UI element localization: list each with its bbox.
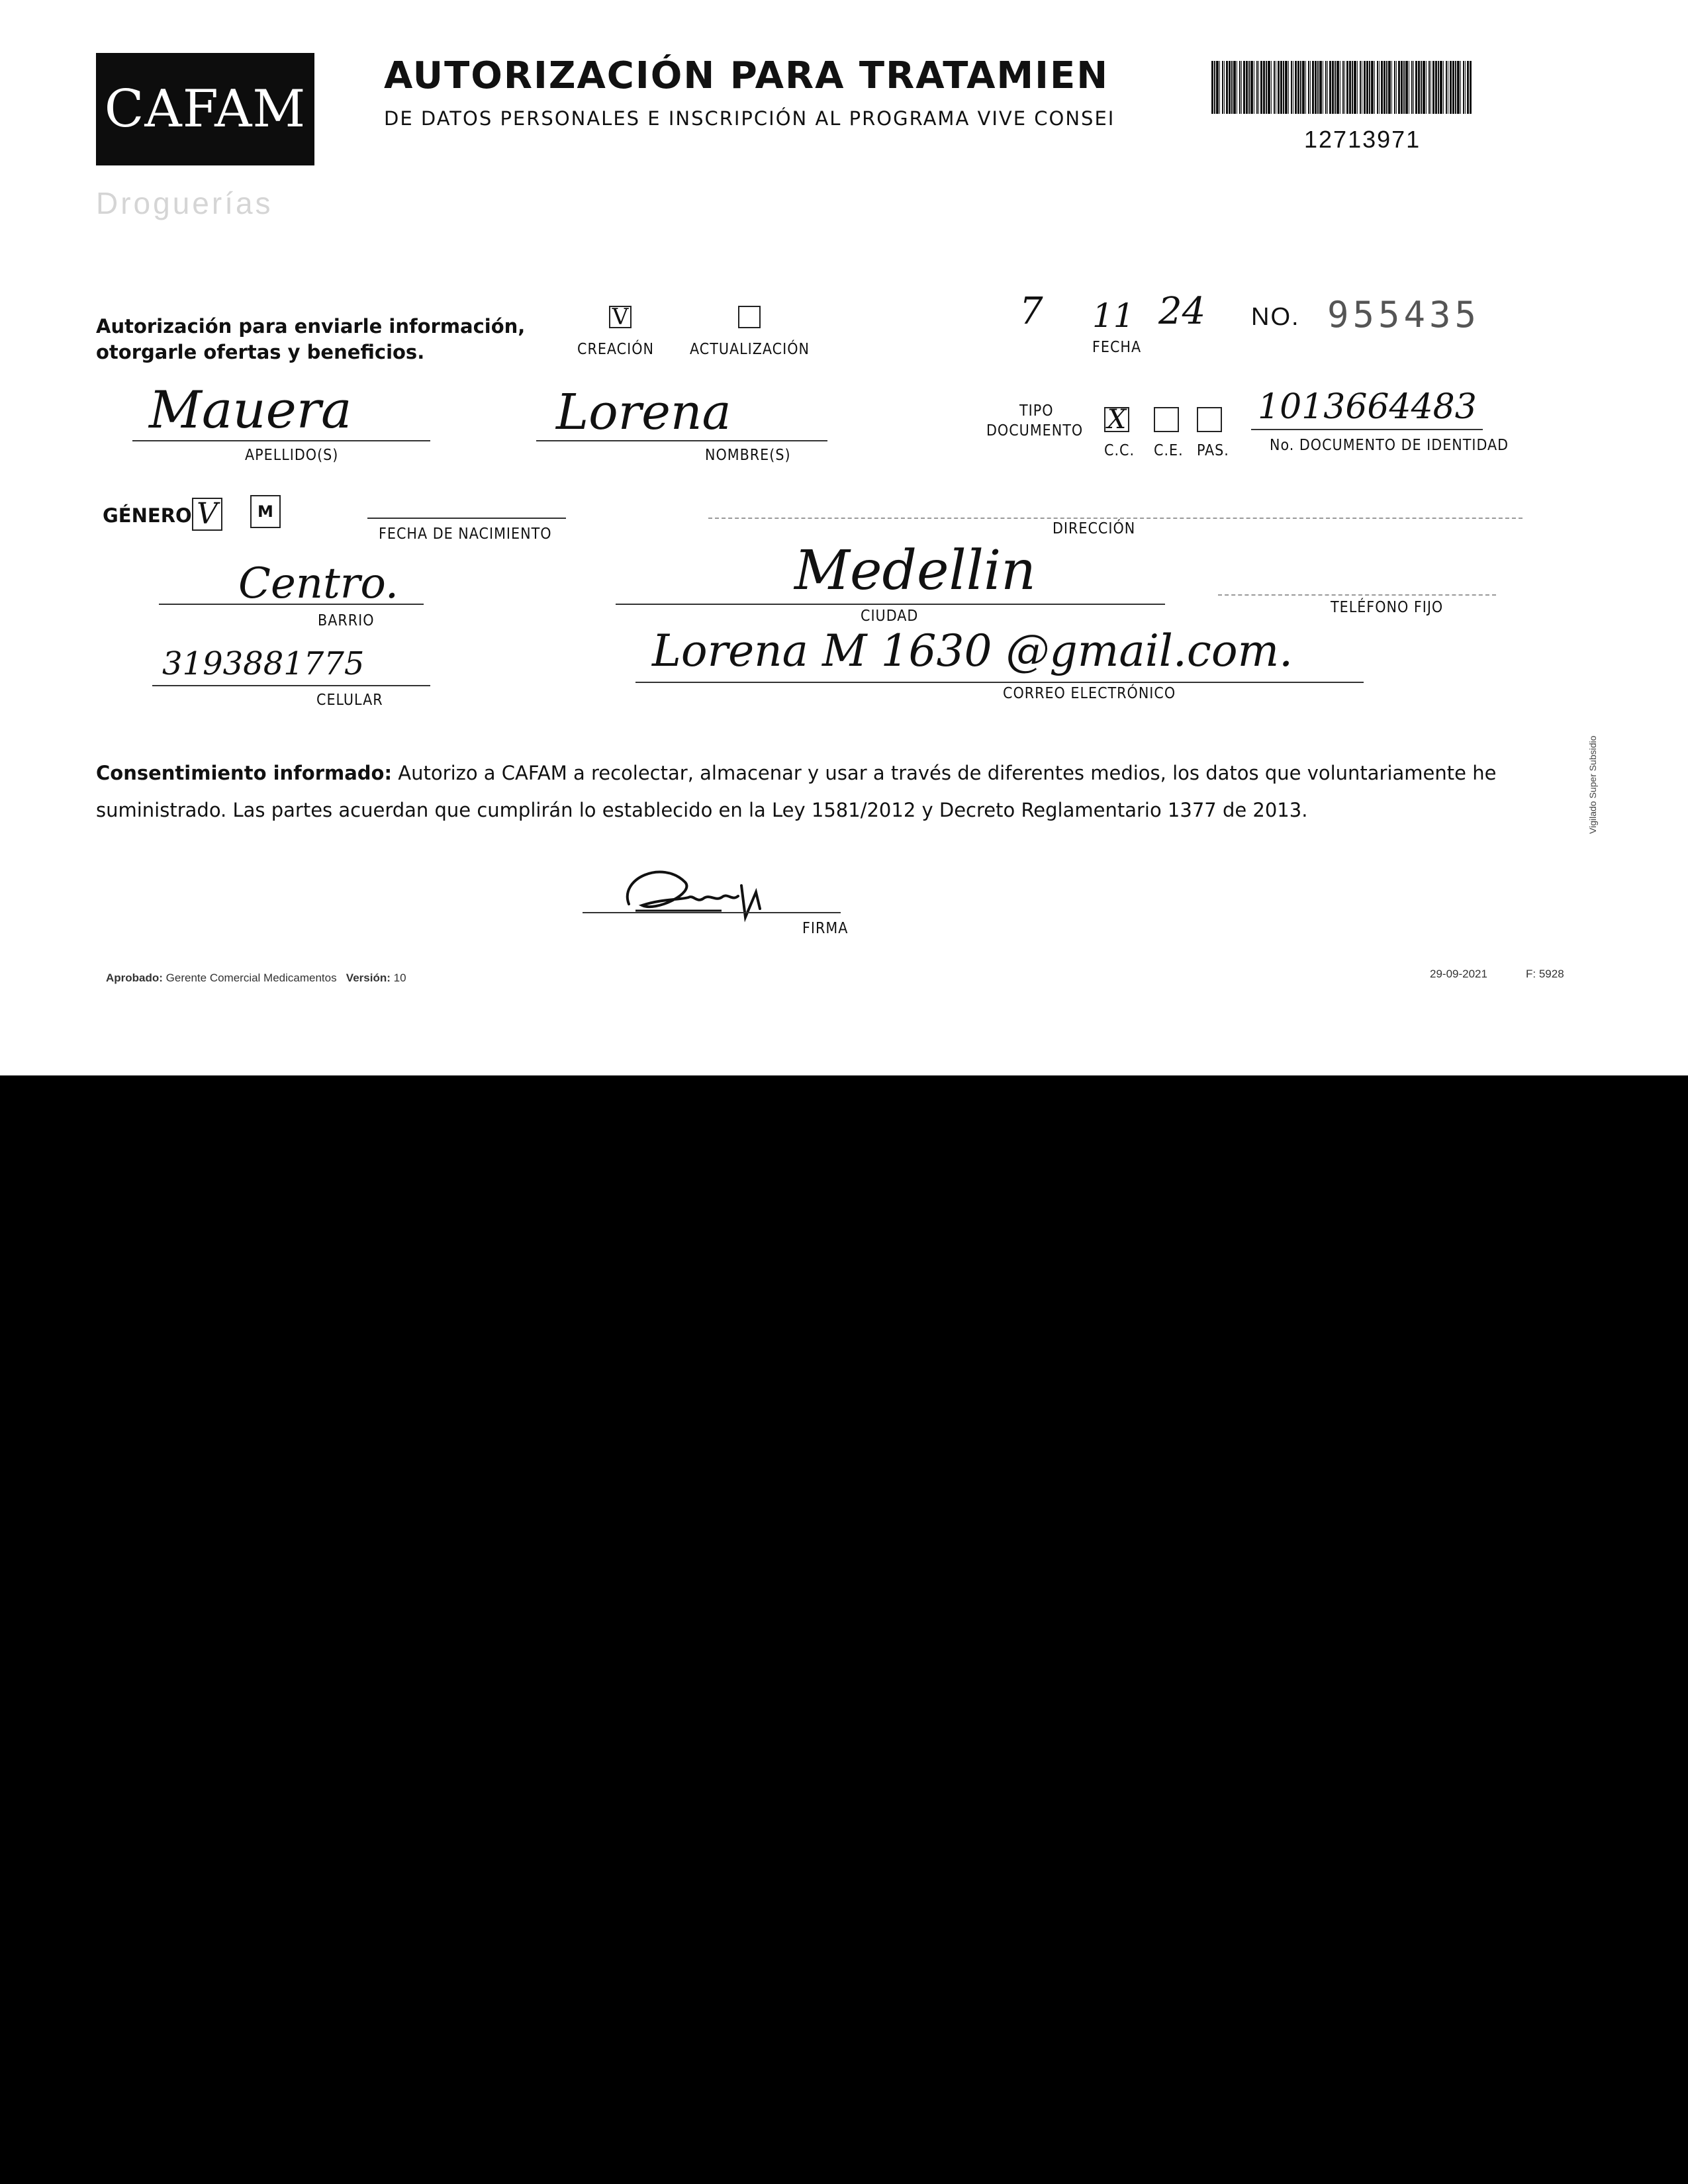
barcode-bar: [1418, 61, 1420, 114]
barcode-bar: [1239, 61, 1241, 114]
barcode-bar: [1426, 61, 1427, 114]
barcode-bar: [1295, 61, 1297, 114]
barcode-bar: [1302, 61, 1305, 114]
faded-brand-text: Droguerías: [96, 186, 273, 220]
barcode-bar: [1371, 61, 1374, 114]
barcode-bar: [1329, 61, 1331, 114]
barcode-bar: [1258, 61, 1259, 114]
footer-code: F: 5928: [1526, 968, 1564, 980]
barcode-bar: [1268, 61, 1270, 114]
barcode-bar: [1315, 61, 1317, 114]
barcode-bar: [1291, 61, 1292, 114]
barcode-bar: [1383, 61, 1385, 114]
barcode-bar: [1271, 61, 1272, 114]
barcode-bar: [1256, 61, 1258, 114]
cafam-logo: CAFAM: [96, 53, 314, 165]
intro-text: Autorización para enviarle información, otorgarle ofertas y beneficios.: [96, 315, 526, 363]
barcode-bar: [1222, 61, 1223, 114]
genero-m-checkbox[interactable]: M: [250, 495, 281, 528]
barcode-bar: [1438, 61, 1439, 114]
barcode-bar: [1325, 61, 1327, 114]
birth-label: FECHA DE NACIMIENTO: [379, 525, 552, 543]
barcode-bar: [1411, 61, 1413, 114]
form-subtitle: DE DATOS PERSONALES E INSCRIPCIÓN AL PROGRAMA VIVE CONSEI: [384, 107, 1115, 130]
nombres-line: [536, 440, 827, 441]
document-number-value[interactable]: 1013664483: [1258, 387, 1477, 427]
barcode-bar: [1364, 61, 1366, 114]
barcode-bar: [1226, 61, 1228, 114]
ciudad-line: [616, 604, 1165, 605]
barcode-bar: [1327, 61, 1328, 114]
barcode: [1210, 61, 1475, 114]
barcode-bar: [1310, 61, 1311, 114]
barcode-bar: [1452, 61, 1454, 114]
signature-label: FIRMA: [802, 920, 849, 937]
date-day[interactable]: 7: [1019, 290, 1043, 333]
date-year[interactable]: 24: [1158, 290, 1206, 333]
barcode-bar: [1274, 61, 1275, 114]
barcode-bar: [1305, 61, 1306, 114]
pas-checkbox[interactable]: [1197, 407, 1222, 432]
creacion-checkbox[interactable]: V: [609, 306, 632, 328]
barcode-bar: [1421, 61, 1422, 114]
barcode-bar: [1335, 61, 1336, 114]
barcode-bar: [1317, 61, 1319, 114]
apellidos-line: [132, 440, 430, 441]
barrio-value[interactable]: Centro.: [238, 559, 399, 608]
barcode-bar: [1388, 61, 1391, 114]
signature-line: [583, 912, 841, 913]
barcode-bar: [1443, 61, 1444, 114]
vertical-supervision-note: Vigilado Super Subsidio: [1587, 735, 1598, 834]
barcode-bar: [1266, 61, 1267, 114]
barcode-bar: [1357, 61, 1358, 114]
barcode-bar: [1403, 61, 1405, 114]
barcode-bar: [1346, 61, 1348, 114]
footer-date: 29-09-2021: [1430, 968, 1487, 980]
documento-label: DOCUMENTO: [986, 422, 1084, 439]
barcode-bar: [1319, 61, 1322, 114]
barcode-bar: [1401, 61, 1403, 114]
barcode-bar: [1446, 61, 1447, 114]
telefono-label: TELÉFONO FIJO: [1331, 599, 1444, 616]
celular-value[interactable]: 3193881775: [162, 645, 365, 682]
form-number-label: NO.: [1251, 303, 1300, 331]
nombres-label: NOMBRE(S): [705, 447, 791, 464]
barcode-bar: [1369, 61, 1370, 114]
telefono-line: [1218, 594, 1496, 596]
address-label: DIRECCIÓN: [1053, 520, 1136, 537]
barcode-bar: [1460, 61, 1461, 114]
barrio-label: BARRIO: [318, 612, 375, 629]
barcode-bar: [1352, 61, 1353, 114]
barcode-bar: [1440, 61, 1442, 114]
celular-line: [152, 685, 430, 686]
signature-drawing: [616, 852, 774, 925]
birth-line: [367, 518, 566, 519]
ciudad-label: CIUDAD: [861, 608, 919, 625]
correo-line: [635, 682, 1364, 683]
barcode-bar: [1312, 61, 1314, 114]
barcode-bar: [1263, 61, 1265, 114]
ce-label: C.E.: [1154, 442, 1184, 459]
barcode-bar: [1377, 61, 1378, 114]
correo-value[interactable]: Lorena M 1630 @gmail.com.: [652, 625, 1293, 676]
barcode-bar: [1470, 61, 1472, 114]
ciudad-value[interactable]: Medellin: [794, 539, 1036, 602]
barcode-bar: [1366, 61, 1368, 114]
correo-label: CORREO ELECTRÓNICO: [1003, 685, 1176, 702]
barcode-bar: [1360, 61, 1361, 114]
barcode-bar: [1288, 61, 1289, 114]
form-number: 955435: [1327, 294, 1481, 336]
actualizacion-label: ACTUALIZACIÓN: [690, 341, 810, 358]
barcode-bar: [1435, 61, 1437, 114]
barcode-bar: [1394, 61, 1395, 114]
barcode-bar: [1455, 61, 1456, 114]
barcode-bar: [1229, 61, 1231, 114]
barcode-bar: [1463, 61, 1464, 114]
barcode-bar: [1398, 61, 1400, 114]
nombres-value[interactable]: Lorena: [556, 384, 731, 441]
consent-paragraph: Consentimiento informado: Autorizo a CAFAM a recolectar, almacenar y usar a través de diferentes medios, los datos que voluntariamente he suministrado. Las partes acuerdan que cumplirán lo establecido en la Ley 1581/2012 y Decreto Reglamentario 1377 de 2013.: [96, 762, 1497, 821]
barcode-bar: [1381, 61, 1383, 114]
barcode-bar: [1349, 61, 1351, 114]
tipo-label: TIPO: [1019, 402, 1054, 420]
barcode-bar: [1248, 61, 1250, 114]
barcode-bar: [1233, 61, 1236, 114]
document-number-line: [1251, 429, 1483, 430]
barcode-bar: [1231, 61, 1233, 114]
barcode-bar: [1467, 61, 1469, 114]
barcode-bar: [1344, 61, 1345, 114]
barcode-bar: [1285, 61, 1288, 114]
barcode-bar: [1465, 61, 1466, 114]
form-title: AUTORIZACIÓN PARA TRATAMIEN: [384, 54, 1109, 97]
barcode-bar: [1214, 61, 1215, 114]
genero-label: GÉNERO: [103, 504, 192, 527]
barcode-bar: [1211, 61, 1213, 114]
document-number-label: No. DOCUMENTO DE IDENTIDAD: [1270, 437, 1509, 454]
barcode-bar: [1391, 61, 1392, 114]
footer-approval: Aprobado: Gerente Comercial Medicamentos Versión: 10: [106, 972, 406, 984]
barcode-bar: [1415, 61, 1417, 114]
barcode-bar: [1405, 61, 1408, 114]
barcode-bar: [1250, 61, 1253, 114]
cc-label: C.C.: [1104, 442, 1135, 459]
actualizacion-checkbox[interactable]: [738, 306, 761, 328]
ce-checkbox[interactable]: [1154, 407, 1179, 432]
barcode-bar: [1308, 61, 1309, 114]
barcode-bar: [1342, 61, 1344, 114]
barcode-bar: [1280, 61, 1282, 114]
barcode-bar: [1379, 61, 1380, 114]
barcode-number: 12713971: [1304, 126, 1421, 153]
barcode-bar: [1300, 61, 1301, 114]
barcode-bar: [1243, 61, 1245, 114]
barcode-bar: [1246, 61, 1248, 114]
apellidos-label: APELLIDO(S): [245, 447, 339, 464]
apellidos-value[interactable]: Mauera: [149, 381, 352, 440]
barcode-bar: [1423, 61, 1425, 114]
barcode-bar: [1374, 61, 1375, 114]
barcode-bar: [1297, 61, 1299, 114]
barcode-bar: [1457, 61, 1460, 114]
barcode-bar: [1216, 61, 1219, 114]
barcode-bar: [1450, 61, 1452, 114]
barcode-bar: [1354, 61, 1356, 114]
barrio-line: [159, 604, 424, 605]
barcode-bar: [1260, 61, 1262, 114]
barcode-bar: [1219, 61, 1220, 114]
barcode-bar: [1278, 61, 1280, 114]
barcode-bar: [1283, 61, 1284, 114]
barcode-bar: [1241, 61, 1242, 114]
barcode-bar: [1224, 61, 1225, 114]
barcode-bar: [1386, 61, 1387, 114]
cc-checkbox[interactable]: X: [1104, 407, 1129, 432]
barcode-bar: [1432, 61, 1434, 114]
barcode-bar: [1336, 61, 1339, 114]
barcode-bar: [1396, 61, 1397, 114]
pas-label: PAS.: [1197, 442, 1229, 459]
genero-f-checkbox[interactable]: V: [192, 498, 222, 531]
date-month[interactable]: 11: [1092, 296, 1135, 335]
barcode-bar: [1429, 61, 1430, 114]
form-page: [0, 0, 1688, 1075]
creacion-label: CREACIÓN: [577, 341, 654, 358]
date-label: FECHA: [1092, 339, 1142, 356]
barcode-bar: [1332, 61, 1334, 114]
celular-label: CELULAR: [316, 692, 383, 709]
barcode-bar: [1413, 61, 1414, 114]
barcode-bar: [1430, 61, 1431, 114]
address-line: [708, 518, 1523, 519]
